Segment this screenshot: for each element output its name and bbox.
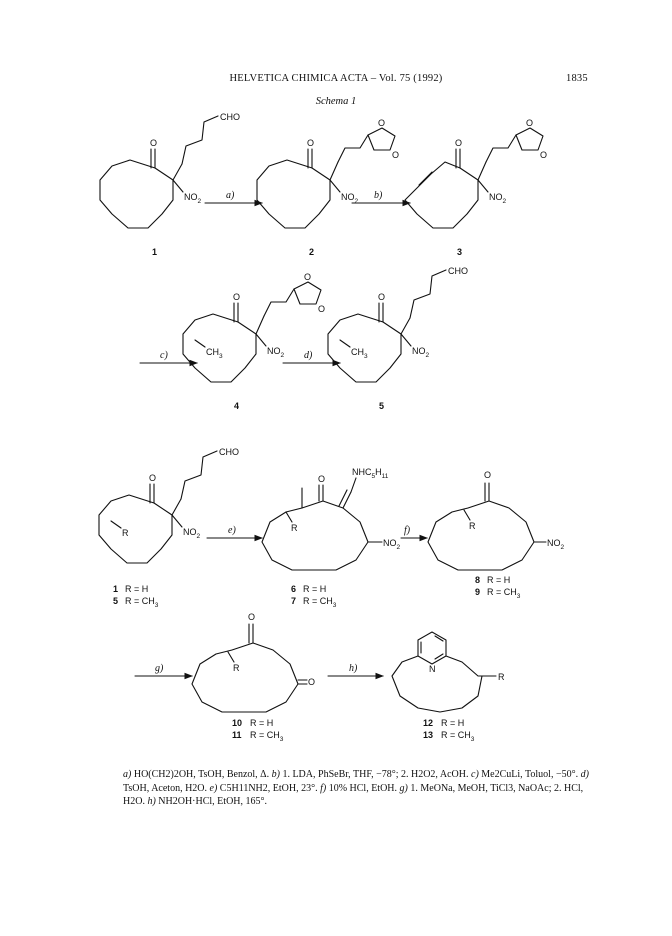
- step-label-g: g): [155, 663, 164, 674]
- oxygen-label: O: [233, 292, 241, 302]
- svg-text:NO2: [184, 192, 202, 205]
- structure-compound-2: [257, 118, 399, 257]
- step-label-e: e): [228, 525, 236, 536]
- oxygen-label: O: [378, 292, 386, 302]
- methyl-subscript: 3: [364, 353, 368, 360]
- methyl-subscript: 3: [219, 353, 223, 360]
- nitro-subscript: 2: [196, 533, 201, 540]
- structure-compound-6-7: [262, 467, 401, 570]
- methyl-subscript: 3: [279, 736, 284, 743]
- svg-text:R = CH3: [487, 587, 521, 600]
- compound-label-8: 8: [475, 575, 481, 585]
- oxygen-label: O: [308, 677, 316, 687]
- footnote-tag-b: b): [271, 769, 280, 780]
- footnote-tag-h: h): [147, 796, 156, 807]
- aldehyde-label: CHO: [219, 447, 239, 457]
- structure-compound-3: [405, 118, 547, 257]
- svg-text:NO2: [383, 538, 401, 551]
- footnote-tag-d: d): [580, 769, 589, 780]
- compound-number: 5: [379, 401, 385, 411]
- svg-text:R = CH3: [125, 596, 159, 609]
- nitro-subscript: 2: [354, 198, 359, 205]
- compound-label-10-r: R = H: [250, 718, 274, 728]
- compound-label-1: 1: [113, 584, 119, 594]
- compound-label-11-r: R = CH: [250, 730, 280, 740]
- compound-label-7-r: R = CH: [303, 596, 333, 606]
- footnote-text-b: 1. LDA, PhSeBr, THF, −78°; 2. H2O2, AcOH.: [282, 769, 469, 780]
- running-header: HELVETICA CHIMICA ACTA – Vol. 75 (1992): [229, 73, 443, 84]
- svg-text:NO2: [489, 192, 507, 205]
- step-label-h: h): [349, 663, 358, 674]
- methyl-subscript: 3: [154, 602, 159, 609]
- compound-number: 3: [457, 247, 463, 257]
- footnote-text-d: TsOH, Aceton, H2O.: [123, 782, 208, 794]
- nitro-label: NO: [383, 538, 397, 548]
- svg-text:NO2: [547, 538, 565, 551]
- svg-text:NO2: [412, 346, 430, 359]
- compound-label-7: 7: [291, 596, 297, 606]
- methyl-subscript: 3: [470, 736, 475, 743]
- footnote-text-a: HO(CH2)2OH, TsOH, Benzol, Δ.: [133, 769, 270, 780]
- compound-label-6-r: R = H: [303, 584, 327, 594]
- compound-label-8-r: R = H: [487, 575, 511, 585]
- oxygen-label: O: [318, 474, 326, 484]
- dioxolane-oxygen-label: O: [526, 118, 534, 128]
- dioxolane-oxygen-label: O: [392, 150, 400, 160]
- compound-label-11: 11: [232, 730, 242, 740]
- step-label-f: f): [404, 525, 411, 536]
- page-number: 1835: [566, 73, 588, 84]
- footnote-text-h: NH2OH·HCl, EtOH, 165°.: [158, 796, 268, 807]
- compound-number: 4: [234, 401, 240, 411]
- methyl-label: CH: [206, 347, 219, 357]
- svg-text:R = CH3: [303, 596, 337, 609]
- step-label-c: c): [160, 350, 168, 361]
- oxygen-label: O: [149, 473, 157, 483]
- compound-label-13: 13: [423, 730, 434, 740]
- compound-label-6: 6: [291, 584, 297, 594]
- dioxolane-oxygen-label: O: [304, 272, 312, 282]
- nitro-subscript: 2: [197, 198, 202, 205]
- nitro-label: NO: [184, 192, 198, 202]
- structure-compound-8-9: [428, 470, 565, 570]
- compound-label-5: 5: [113, 596, 119, 606]
- compound-label-12: 12: [423, 718, 434, 728]
- step-label-b: b): [374, 190, 383, 201]
- compound-label-5-r: R = CH: [125, 596, 155, 606]
- svg-text:NO2: [183, 527, 201, 540]
- footnote-tag-e: e): [209, 782, 218, 794]
- nitro-label: NO: [412, 346, 426, 356]
- nitro-label: NO: [267, 346, 281, 356]
- r-group-label: R: [233, 663, 240, 673]
- svg-text:CH3: [351, 347, 368, 360]
- compound-number: 1: [152, 247, 158, 257]
- structure-compound-4: [183, 272, 325, 411]
- nitro-label: NO: [547, 538, 561, 548]
- compound-number: 2: [309, 247, 315, 257]
- svg-text:R = CH3: [441, 730, 475, 743]
- dioxolane-oxygen-label: O: [540, 150, 548, 160]
- structure-compound-5: [328, 266, 468, 411]
- r-group-label: R: [498, 672, 505, 682]
- scheme-title: Schema 1: [315, 96, 357, 107]
- step-label-a: a): [226, 190, 235, 201]
- structure-compound-1-5: [99, 447, 239, 563]
- nitro-label: NO: [341, 192, 355, 202]
- svg-text:R = CH3: [250, 730, 284, 743]
- nitro-label: NO: [183, 527, 197, 537]
- footnote-text-c: Me2CuLi, Toluol, −50°.: [481, 769, 579, 780]
- step-label-d: d): [304, 350, 313, 361]
- nitro-subscript: 2: [396, 544, 401, 551]
- r-group-label: R: [291, 523, 298, 533]
- amine-subscript: 11: [381, 473, 389, 480]
- nitro-subscript: 2: [280, 352, 285, 359]
- dioxolane-oxygen-label: O: [378, 118, 386, 128]
- methyl-subscript: 3: [332, 602, 337, 609]
- amine-subscript: 5: [371, 473, 376, 480]
- oxygen-label: O: [307, 138, 315, 148]
- nitro-label: NO: [489, 192, 503, 202]
- svg-text:NHC5H11: [352, 467, 389, 480]
- footnote-text-f: 10% HCl, EtOH.: [328, 782, 398, 794]
- svg-text:CH3: [206, 347, 223, 360]
- reaction-conditions-footnote: [123, 768, 593, 809]
- footnote-tag-a: a): [123, 769, 132, 780]
- dioxolane-oxygen-label: O: [318, 304, 326, 314]
- compound-label-13-r: R = CH: [441, 730, 471, 740]
- oxygen-label: O: [455, 138, 463, 148]
- amine-hydrogen: H: [375, 467, 382, 477]
- compound-label-10: 10: [232, 718, 243, 728]
- compound-label-1-r: R = H: [125, 584, 149, 594]
- footnote-tag-f: f): [320, 782, 327, 794]
- compound-label-12-r: R = H: [441, 718, 465, 728]
- aldehyde-label: CHO: [220, 112, 240, 122]
- r-group-label: R: [122, 528, 129, 538]
- oxygen-label: O: [484, 470, 492, 480]
- structure-compound-1: [100, 112, 240, 257]
- nitro-subscript: 2: [425, 352, 430, 359]
- methyl-label: CH: [351, 347, 364, 357]
- compound-label-9-r: R = CH: [487, 587, 517, 597]
- footnote-text-g: 1. MeONa, MeOH, TiCl3, NaOAc; 2. HCl, H2O.: [123, 782, 584, 807]
- structure-compound-12-13: [392, 632, 505, 712]
- oxygen-label: O: [150, 138, 158, 148]
- nitro-subscript: 2: [502, 198, 507, 205]
- structure-compound-10-11: [192, 612, 315, 712]
- pyridine-nitrogen-label: N: [429, 664, 436, 674]
- methyl-subscript: 3: [516, 593, 521, 600]
- oxygen-label: O: [248, 612, 256, 622]
- footnote-text-e: C5H11NH2, EtOH, 23°.: [219, 782, 318, 794]
- r-group-label: R: [469, 521, 476, 531]
- amine-label: NHC: [352, 467, 372, 477]
- nitro-subscript: 2: [560, 544, 565, 551]
- footnote-tag-c: c): [471, 769, 479, 780]
- footnote-tag-g: g): [399, 782, 408, 794]
- aldehyde-label: CHO: [448, 266, 468, 276]
- svg-text:NO2: [267, 346, 285, 359]
- compound-label-9: 9: [475, 587, 481, 597]
